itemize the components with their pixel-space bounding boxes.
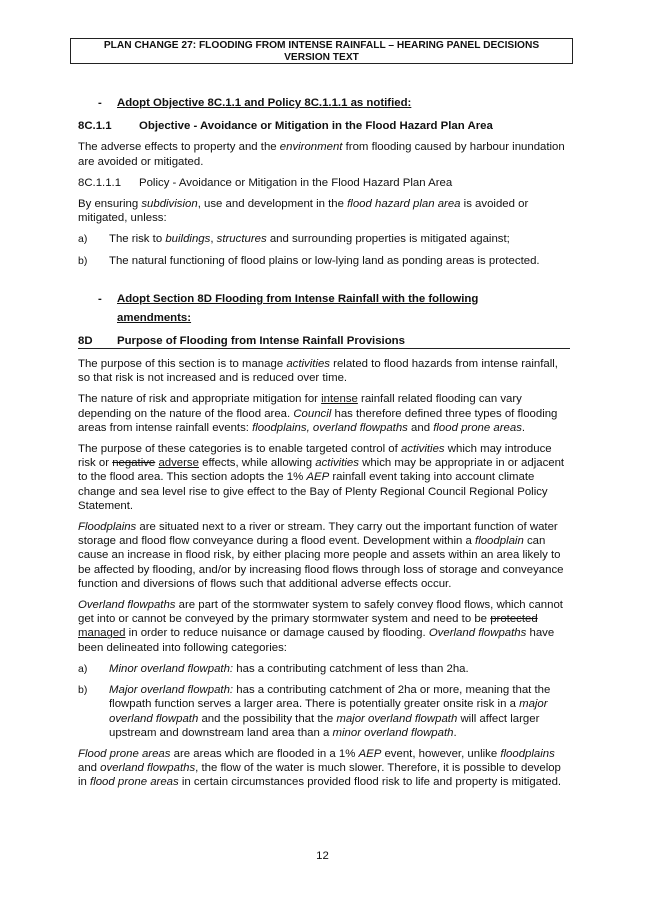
page-number: 12 [316,850,329,862]
list-label: a) [78,233,88,246]
policy-list-item: b) The natural functioning of flood plains or low-lying land as ponding areas is protected. [78,254,540,267]
paragraph-categories: The purpose of these categories is to enable targeted control of activities which may introduce risk or negative adverse effects, while allowing activities which may be appropriate in or adjacent to the flood area. This section adopts the 1% AEP rainfall event taking into account climate change and sea level rise to give effect to the Bay of Plenty Regional Council Regional Policy Statement. [78,443,565,512]
list-label: a) [78,662,88,675]
document-body [78,96,570,790]
paragraph-overland-flowpaths: Overland flowpaths are part of the stormwater system to safely convey flood flows, which cannot get into or cannot be conveyed by the primary stormwater system and need to be protected managed in order to reduce nuisance or damage caused by flooding. Overland flowpaths have been delineated into following categories: [78,599,563,654]
document-header [70,38,573,64]
section-8d-heading [78,334,570,349]
section-number: 8D [78,334,93,347]
objective-text: The adverse effects to property and the environment from flooding caused by harbour inundation are avoided or mitigated. [78,141,565,168]
paragraph-floodplains: Floodplains are situated next to a river or stream. They carry out the important function of water storage and flood flow conveyance during a flood event. Development within a floodplain can cause an increase in flood risk, by either placing more people and assets within an area likely to be affected by flooding, and/or by increasing flood flows through loss of storage and conveyance function and diversions of flows such that additional adverse effects occur. [78,521,564,590]
objective-heading [78,119,570,133]
policy-list-item: a) The risk to buildings, structures and surrounding properties is mitigated against; [78,233,510,246]
paragraph-flood-prone-areas: Flood prone areas are areas which are flooded in a 1% AEP event, however, unlike floodplains and overland flowpaths, the flow of the water is much slower. Therefore, it is possible to develop in flood prone areas in certain circumstances provided flood risk to life and property is mitigated. [78,747,562,789]
adopt-objective-instruction: - Adopt Objective 8C.1.1 and Policy 8C.1.1.1 as notified: [98,97,412,109]
section-title: Purpose of Flooding from Intense Rainfall Provisions [117,334,405,347]
adopt-section-instruction: - Adopt Section 8D Flooding from Intense Rainfall with the following amendments: [98,292,479,324]
objective-title: Objective - Avoidance or Mitigation in the Flood Hazard Plan Area [139,120,493,133]
header-title-line2: VERSION TEXT [284,52,359,63]
policy-title: Policy - Avoidance or Mitigation in the Flood Hazard Plan Area [139,176,453,189]
list-label: b) [78,254,88,267]
header-title-line1: PLAN CHANGE 27: FLOODING FROM INTENSE RAINFALL – HEARING PANEL DECISIONS [103,40,540,51]
list-label: b) [78,684,88,697]
policy-number: 8C.1.1.1 [78,176,122,189]
policy-text: By ensuring subdivision, use and development in the flood hazard plan area is avoided or mitigated, unless: [78,198,529,225]
flowpath-list-item: b) Major overland flowpath: has a contributing catchment of 2ha or more, meaning that the flowpath function serves a larger area. There is potentially greater onsite risk in a major overland flowpath and the possibility that the major overland flowpath will affect larger upstream and downstream land area than a minor overland flowpath. [78,684,551,739]
flowpath-list-item: a) Minor overland flowpath: has a contributing catchment of less than 2ha. [78,662,469,675]
objective-number: 8C.1.1 [78,120,112,133]
paragraph-nature-of-risk: The nature of risk and appropriate mitigation for intense rainfall related flooding can vary depending on the nature of the flood area. Council has therefore defined three types of flooding areas from intense rainfall events: floodplains, overland flowpaths and flood prone areas. [78,393,558,434]
paragraph-purpose: The purpose of this section is to manage activities related to flood hazards from intense rainfall, so that risk is not increased and is reduced over time. [78,358,558,385]
policy-heading [78,176,570,190]
